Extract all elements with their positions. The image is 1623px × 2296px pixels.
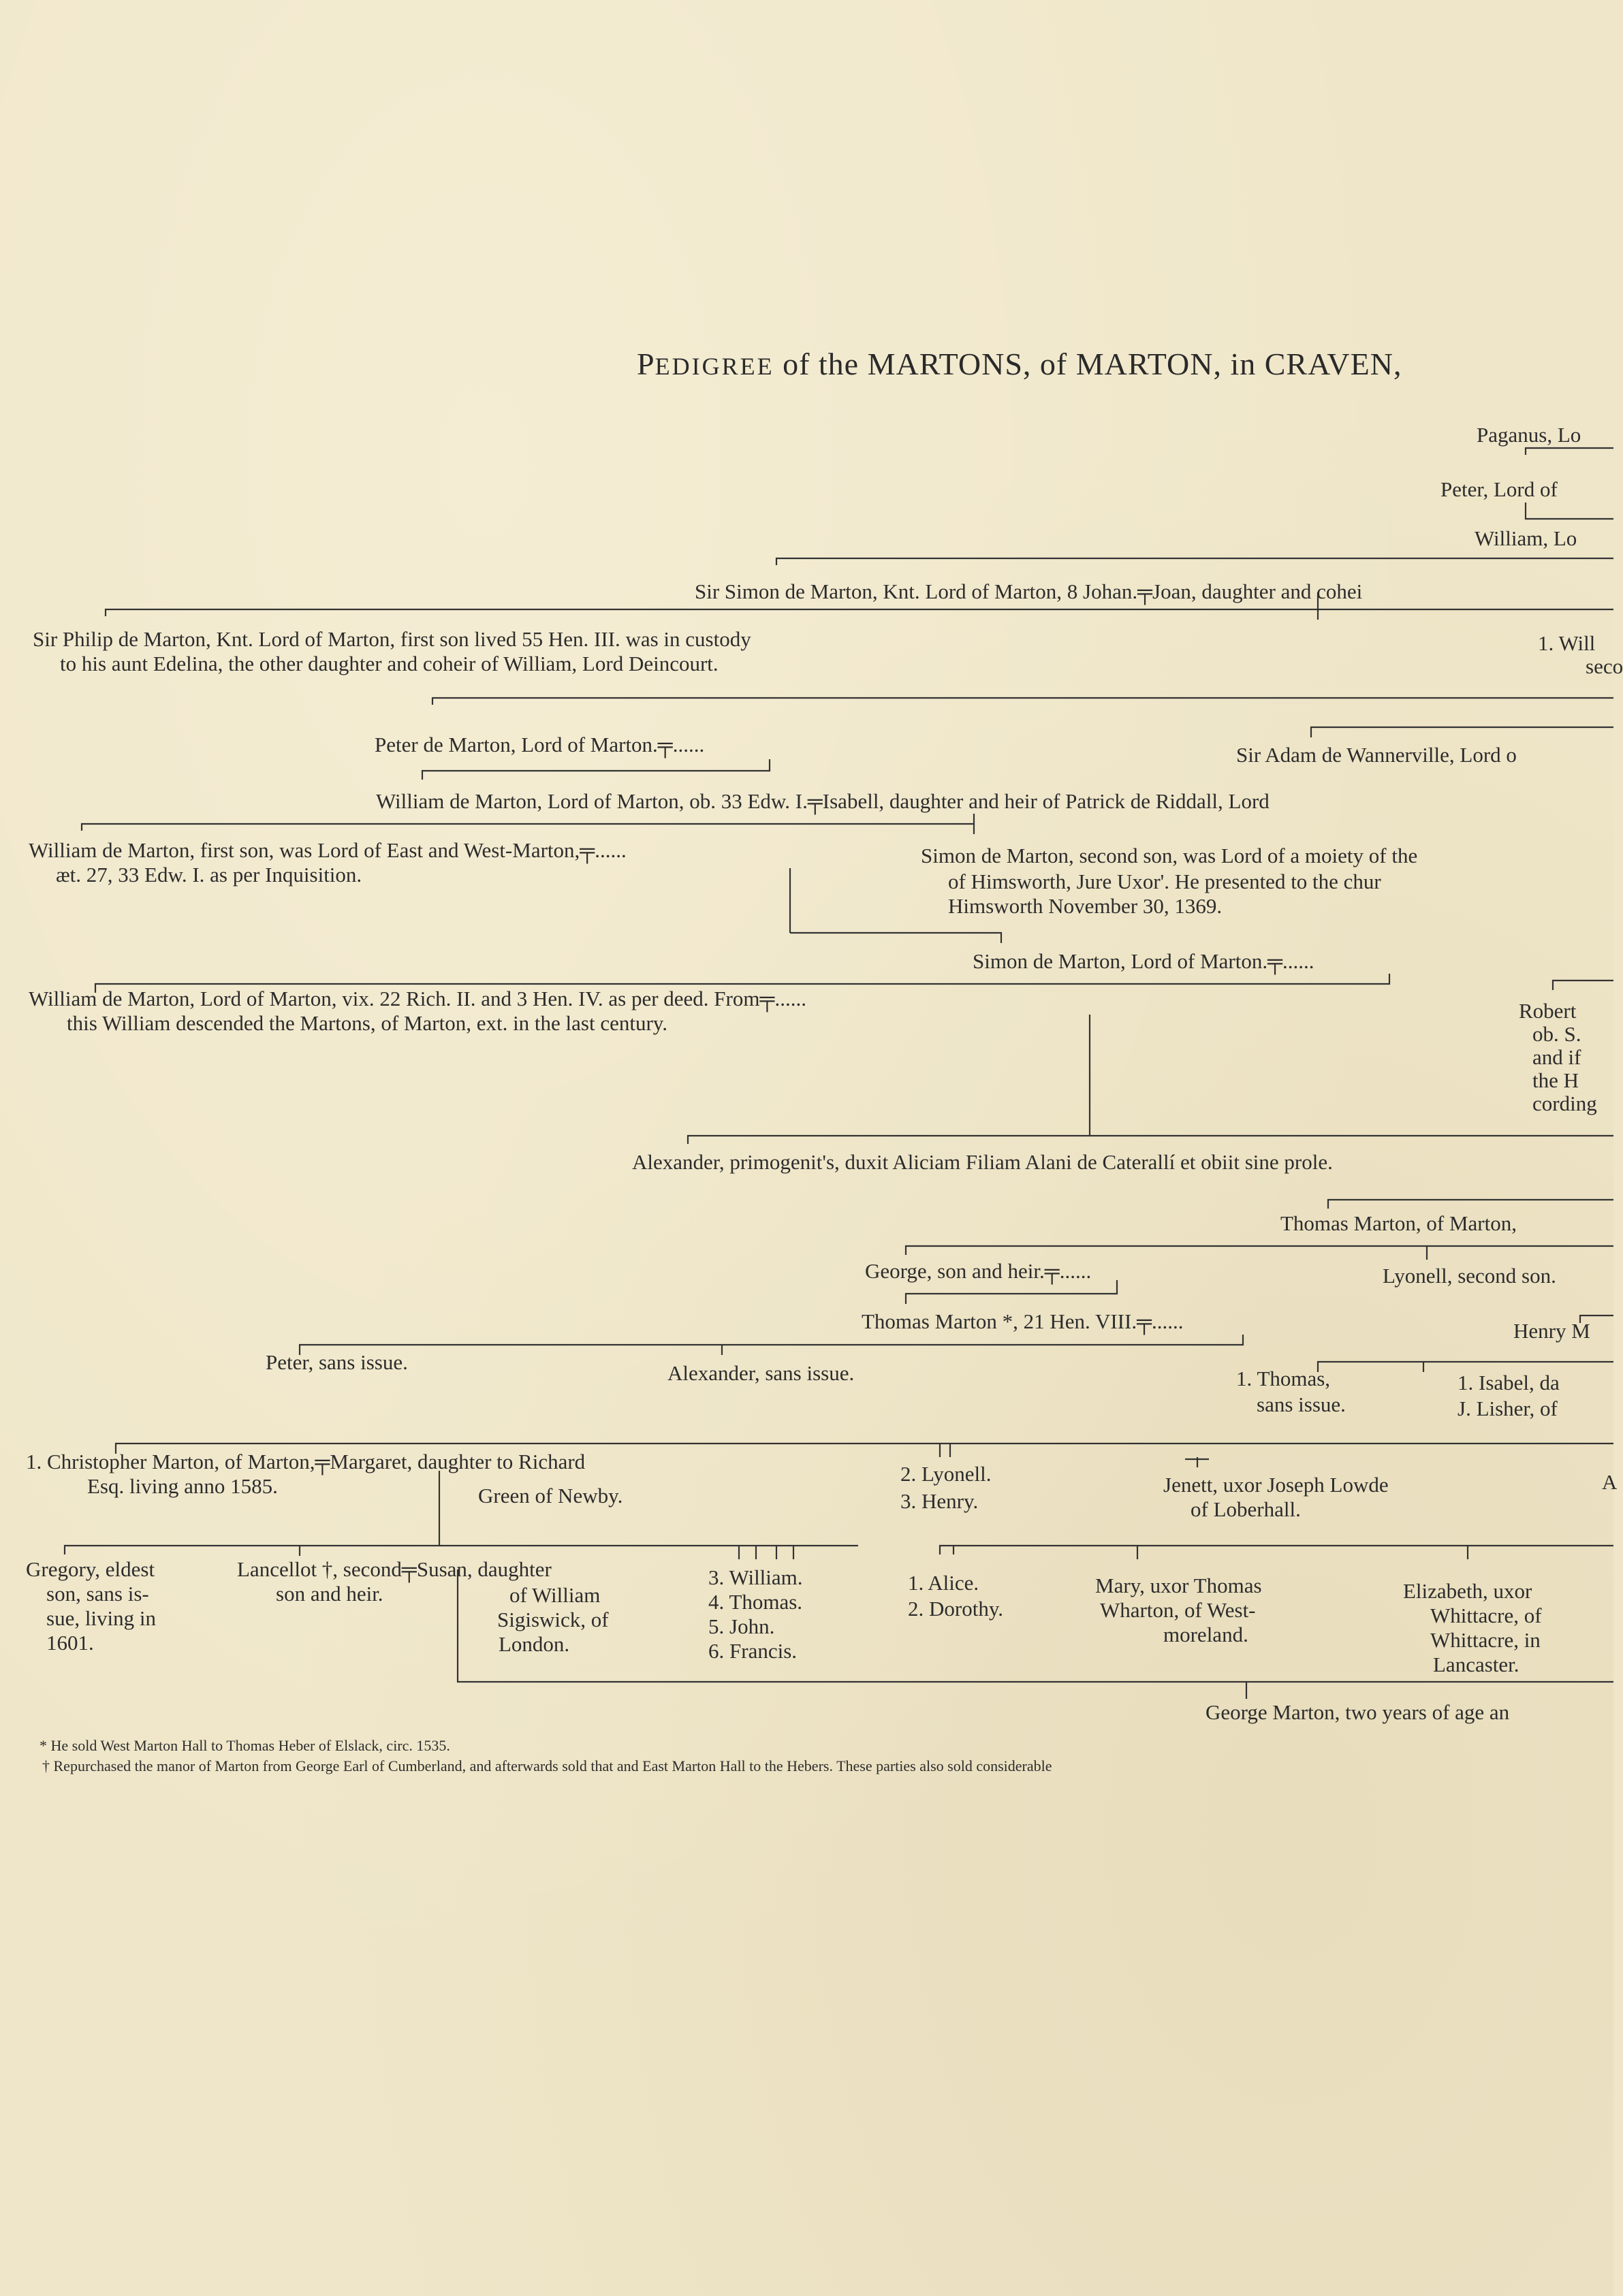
person-henry-m: Henry M — [1513, 1319, 1590, 1343]
person-isabel-line1: 1. Isabel, da — [1457, 1371, 1560, 1394]
person-dorothy: 2. Dorothy. — [908, 1597, 1004, 1621]
person-susan-line4: London. — [499, 1632, 570, 1656]
person-william-vix-line1: William de Marton, Lord of Marton, vix. 22 Rich. II. and 3 Hen. IV. as per deed. From╤...... — [29, 987, 806, 1010]
person-gregory-line1: Gregory, eldest — [26, 1557, 155, 1581]
person-william-vix-line2: this William descended the Martons, of Marton, ext. in the last century. — [67, 1011, 668, 1035]
person-robert-line1: Robert — [1519, 999, 1577, 1023]
person-gregory-line2: son, sans is- — [46, 1582, 149, 1606]
person-sir-philip-line1: Sir Philip de Marton, Knt. Lord of Marton, first son lived 55 Hen. III. was in custody — [33, 627, 751, 651]
person-son-5-john: 5. John. — [708, 1614, 775, 1638]
person-susan-line2: of William — [509, 1583, 601, 1607]
person-right-a: A — [1602, 1470, 1618, 1494]
person-christopher-line2: Esq. living anno 1585. — [87, 1474, 278, 1498]
person-will-right-line1: 1. Will — [1538, 631, 1596, 655]
person-jenett-line1: Jenett, uxor Joseph Lowde — [1163, 1473, 1389, 1497]
person-thomas-marton-of: Thomas Marton, of Marton, — [1280, 1211, 1517, 1235]
person-george-two-years: George Marton, two years of age an — [1206, 1700, 1510, 1724]
person-william-ob33: William de Marton, Lord of Marton, ob. 33 Edw. I.╤Isabell, daughter and heir of Patrick de Riddall, Lord — [376, 789, 1270, 813]
person-gregory-line4: 1601. — [46, 1631, 94, 1655]
person-lyonell-2: 2. Lyonell. — [900, 1462, 992, 1486]
person-peter-lord: Peter, Lord of — [1440, 477, 1558, 501]
person-mary-line3: moreland. — [1163, 1623, 1248, 1646]
person-lancellot-line1: Lancellot †, second╤Susan, daughter — [237, 1557, 552, 1581]
person-mary-line1: Mary, uxor Thomas — [1095, 1574, 1262, 1597]
person-henry-3: 3. Henry. — [900, 1489, 979, 1513]
person-paganus: Paganus, Lo — [1477, 423, 1581, 447]
person-jenett-line2: of Loberhall. — [1191, 1497, 1301, 1521]
person-robert-line4: the H — [1532, 1068, 1579, 1092]
person-robert-line3: and if — [1532, 1045, 1581, 1069]
person-simon-second-line3: Himsworth November 30, 1369. — [948, 894, 1223, 918]
person-gregory-line3: sue, living in — [46, 1606, 157, 1630]
person-margaret-line2: Green of Newby. — [478, 1484, 623, 1508]
person-elizabeth-line2: Whittacre, of — [1430, 1604, 1542, 1627]
person-elizabeth-line1: Elizabeth, uxor — [1403, 1579, 1532, 1603]
person-lancellot-line2: son and heir. — [276, 1582, 383, 1606]
person-son-4-thomas: 4. Thomas. — [708, 1590, 803, 1614]
person-alice: 1. Alice. — [908, 1571, 979, 1595]
person-william-first-line2: æt. 27, 33 Edw. I. as per Inquisition. — [56, 863, 362, 887]
person-son-6-francis: 6. Francis. — [708, 1639, 798, 1663]
page-title: PEDIGREE of the MARTONS, of MARTON, in CRAVEN, — [637, 347, 1402, 381]
person-thomas-1-line1: 1. Thomas, — [1236, 1367, 1331, 1390]
person-george-heir: George, son and heir.╤...... — [865, 1259, 1092, 1283]
person-christopher-line1: 1. Christopher Marton, of Marton,╤Margaret, daughter to Richard — [26, 1450, 586, 1473]
person-peter-sans: Peter, sans issue. — [266, 1350, 408, 1374]
person-william-first-line1: William de Marton, first son, was Lord of East and West-Marton,╤...... — [29, 838, 627, 862]
person-simon-second-line2: of Himsworth, Jure Uxor'. He presented to the chur — [948, 870, 1381, 893]
person-simon-lord: Simon de Marton, Lord of Marton.╤...... — [973, 949, 1314, 973]
person-mary-line2: Wharton, of West- — [1100, 1598, 1256, 1622]
person-son-3-william: 3. William. — [708, 1565, 803, 1589]
person-susan-line3: Sigiswick, of — [497, 1608, 609, 1631]
person-alexander-primogenit: Alexander, primogenit's, duxit Aliciam Filiam Alani de Caterallí et obiit sine prole. — [632, 1150, 1333, 1174]
person-sir-simon: Sir Simon de Marton, Knt. Lord of Marton, 8 Johan.╤Joan, daughter and cohei — [695, 579, 1363, 603]
person-isabel-line2: J. Lisher, of — [1457, 1397, 1558, 1420]
person-will-right-line2: seco — [1586, 654, 1623, 678]
person-robert-line5: cording — [1532, 1091, 1597, 1115]
person-william-lo: William, Lo — [1475, 526, 1577, 550]
person-simon-second-line1: Simon de Marton, second son, was Lord of a moiety of the — [921, 844, 1418, 867]
person-sir-adam: Sir Adam de Wannerville, Lord o — [1236, 743, 1517, 767]
person-sir-philip-line2: to his aunt Edelina, the other daughter and coheir of William, Lord Deincourt. — [60, 652, 719, 675]
person-robert-line2: ob. S. — [1532, 1022, 1581, 1046]
footnote-star: * He sold West Marton Hall to Thomas Heber of Elslack, circ. 1535. — [40, 1737, 450, 1754]
person-thomas-21: Thomas Marton *, 21 Hen. VIII.╤...... — [862, 1309, 1184, 1333]
person-alexander-sans: Alexander, sans issue. — [667, 1361, 855, 1385]
person-peter-de-marton: Peter de Marton, Lord of Marton.╤...... — [375, 733, 705, 756]
person-elizabeth-line3: Whittacre, in — [1430, 1628, 1541, 1652]
person-lyonell-second: Lyonell, second son. — [1383, 1264, 1556, 1288]
person-thomas-1-line2: sans issue. — [1257, 1392, 1346, 1416]
footnote-dagger: † Repurchased the manor of Marton from George Earl of Cumberland, and afterwards sold that and East Marton Hall to the Hebers. These parties also sold considerable — [42, 1757, 1052, 1774]
person-elizabeth-line4: Lancaster. — [1433, 1653, 1519, 1676]
